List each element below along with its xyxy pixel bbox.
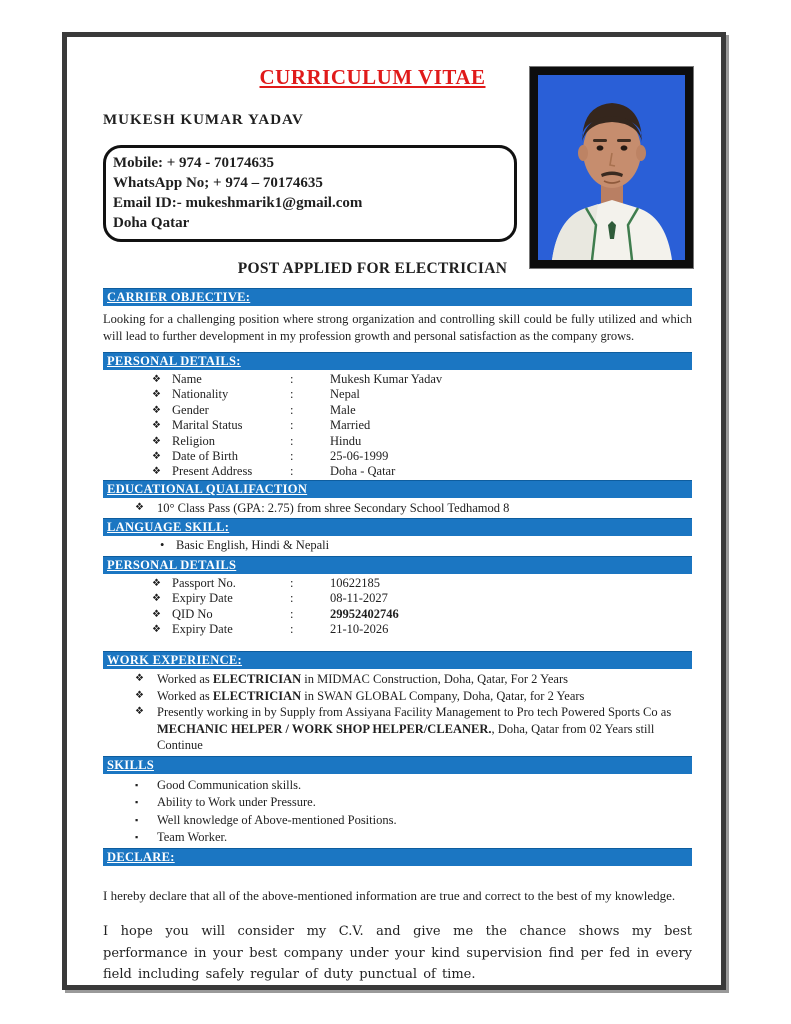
diamond-bullet-icon: ❖ <box>152 608 161 620</box>
detail-label: Expiry Date <box>172 591 233 606</box>
detail-value: Nepal <box>330 387 360 402</box>
text-segment: ELECTRICIAN <box>212 672 302 687</box>
diamond-bullet-icon: ❖ <box>152 593 161 605</box>
bullet-item <box>103 778 692 792</box>
contact-line: Doha Qatar <box>113 215 190 231</box>
diamond-bullet-icon: ❖ <box>152 451 161 463</box>
detail-label: Present Address <box>172 464 253 479</box>
detail-colon: : <box>290 418 294 433</box>
detail-colon: : <box>290 449 294 464</box>
text-segment: ELECTRICIAN <box>212 688 302 703</box>
section-heading: SKILLS <box>107 757 154 772</box>
bullet-item <box>103 813 692 827</box>
detail-value: 08-11-2027 <box>330 591 388 606</box>
detail-label: Passport No. <box>172 575 236 590</box>
bullet-item-text: Team Worker. <box>157 830 228 845</box>
detail-label: Nationality <box>172 387 229 402</box>
detail-label: Religion <box>172 433 216 448</box>
bullet-item-text: Ability to Work under Pressure. <box>157 795 316 810</box>
section-declare <box>103 848 692 866</box>
text-segment: MECHANIC HELPER / WORK SHOP HELPER/CLEANER. <box>157 721 492 736</box>
detail-value: Male <box>330 402 356 417</box>
section-heading: LANGUAGE SKILL: <box>107 520 230 535</box>
education-list <box>103 500 692 517</box>
section-heading: WORK EXPERIENCE: <box>107 653 243 668</box>
detail-colon: : <box>290 606 294 621</box>
detail-value: 10622185 <box>330 575 380 590</box>
diamond-bullet-icon: ❖ <box>152 389 161 401</box>
detail-value: Married <box>330 418 371 433</box>
detail-colon: : <box>290 591 294 606</box>
bullet-item <box>103 830 692 844</box>
portrait-illustration <box>538 75 685 260</box>
detail-label: Name <box>172 372 202 386</box>
detail-colon: : <box>290 433 294 448</box>
bullet-item-text <box>157 704 692 754</box>
diamond-bullet-icon: ❖ <box>152 466 161 478</box>
diamond-bullet-icon: ❖ <box>152 404 161 416</box>
section-work-experience <box>103 651 692 669</box>
detail-colon: : <box>290 402 294 417</box>
diamond-bullet-icon: ❖ <box>152 374 161 385</box>
language-list <box>103 538 692 554</box>
diamond-bullet-icon: ❖ <box>135 501 144 513</box>
section-heading: DECLARE: <box>107 850 175 865</box>
bullet-item-text <box>157 688 584 705</box>
closing-text: I hope you will consider my C.V. and give me the chance shows my best performance in your best company under your kind supervision find per fed in every field including safely regular of duty punctual of time. <box>103 924 692 983</box>
contact-line: Email ID:- mukeshmarik1@gmail.com <box>113 195 363 211</box>
contact-line: Mobile: + 974 - 70174635 <box>113 155 275 171</box>
bullet-item <box>103 538 692 554</box>
detail-colon: : <box>290 575 294 590</box>
bullet-item <box>103 795 692 809</box>
bullet-item <box>103 500 692 517</box>
detail-row <box>103 464 692 479</box>
detail-row <box>103 449 692 464</box>
square-bullet-icon: ▪ <box>135 832 139 843</box>
detail-colon: : <box>290 464 294 479</box>
text-segment: Worked as <box>157 672 213 687</box>
detail-row <box>103 403 692 418</box>
personal-details-rows <box>103 372 692 480</box>
detail-label: QID No <box>172 606 213 621</box>
detail-row <box>103 434 692 449</box>
bullet-item <box>103 671 692 688</box>
bullet-item-text <box>157 671 568 688</box>
detail-row <box>103 418 692 433</box>
page-title: CURRICULUM VITAE <box>259 65 486 89</box>
detail-row <box>103 387 692 402</box>
skills-list <box>103 778 692 845</box>
bullet-item <box>103 704 692 754</box>
section-heading: CARRIER OBJECTIVE: <box>107 290 251 304</box>
bullet-item-text: Good Communication skills. <box>157 777 302 792</box>
section-skills <box>103 756 692 774</box>
passport-photo <box>530 67 693 268</box>
text-segment: in MIDMAC Construction, Doha, Qatar, For 2 Years <box>301 672 568 687</box>
section-carrier-objective <box>103 288 692 306</box>
detail-row <box>103 591 692 606</box>
square-bullet-icon: ▪ <box>135 779 139 790</box>
detail-colon: : <box>290 372 294 386</box>
detail-label: Expiry Date <box>172 622 233 637</box>
diamond-bullet-icon: ❖ <box>135 706 144 718</box>
document-details-rows <box>103 576 692 638</box>
bullet-item-text: Basic English, Hindi & Nepali <box>176 538 330 553</box>
text-segment: Worked as <box>157 688 213 703</box>
section-heading: PERSONAL DETAILS: <box>107 354 241 368</box>
detail-label: Marital Status <box>172 418 243 433</box>
bullet-item <box>103 688 692 705</box>
contact-box <box>103 145 517 242</box>
detail-value: Doha - Qatar <box>330 464 396 479</box>
diamond-bullet-icon: ❖ <box>152 577 161 589</box>
detail-row <box>103 607 692 622</box>
diamond-bullet-icon: ❖ <box>135 689 144 701</box>
candidate-name: MUKESH KUMAR YADAV <box>103 112 304 128</box>
work-experience-list <box>103 671 692 754</box>
objective-text: Looking for a challenging position where strong organization and controlling skill could be fully utilized and which will lead to further development in my profession growth and personal satisfaction as the company grows. <box>103 312 692 343</box>
section-personal-details <box>103 352 692 370</box>
detail-value: Hindu <box>330 433 362 448</box>
detail-row <box>103 622 692 637</box>
section-education <box>103 480 692 498</box>
declaration-text: I hereby declare that all of the above-mentioned information are true and correct to the best of my knowledge. <box>103 888 676 904</box>
contact-line: WhatsApp No; + 974 – 70174635 <box>113 175 323 191</box>
cv-page <box>62 32 726 990</box>
diamond-bullet-icon: ❖ <box>135 673 144 685</box>
bullet-item-text: Well knowledge of Above-mentioned Positions. <box>157 812 397 827</box>
dot-bullet-icon: • <box>160 538 165 553</box>
post-applied-title: POST APPLIED FOR ELECTRICIAN <box>237 260 508 277</box>
detail-colon: : <box>290 622 294 637</box>
detail-label: Gender <box>172 402 209 417</box>
diamond-bullet-icon: ❖ <box>152 435 161 447</box>
detail-value: 29952402746 <box>330 606 399 621</box>
diamond-bullet-icon: ❖ <box>152 624 161 636</box>
detail-row <box>103 372 692 387</box>
square-bullet-icon: ▪ <box>135 797 139 808</box>
bullet-item-text: 10° Class Pass (GPA: 2.75) from shree Secondary School Tedhamod 8 <box>157 500 510 515</box>
detail-value: 25-06-1999 <box>330 449 389 464</box>
section-language <box>103 518 692 536</box>
section-documents <box>103 556 692 574</box>
cv-content <box>67 37 721 985</box>
detail-row <box>103 576 692 591</box>
text-segment: in SWAN GLOBAL Company, Doha, Qatar, for 2 Years <box>301 688 585 703</box>
section-heading: PERSONAL DETAILS <box>107 557 237 572</box>
diamond-bullet-icon: ❖ <box>152 420 161 432</box>
square-bullet-icon: ▪ <box>135 814 139 825</box>
text-segment: , Doha, Qatar from 02 Years still Continue <box>157 721 655 753</box>
detail-colon: : <box>290 387 294 402</box>
detail-value: Mukesh Kumar Yadav <box>330 372 443 386</box>
detail-label: Date of Birth <box>172 449 238 464</box>
section-heading: EDUCATIONAL QUALIFACTION <box>107 481 308 496</box>
detail-value: 21-10-2026 <box>330 622 389 637</box>
text-segment: Presently working in by Supply from Assiyana Facility Management to Pro tech Powered Sports Co as <box>157 705 672 720</box>
